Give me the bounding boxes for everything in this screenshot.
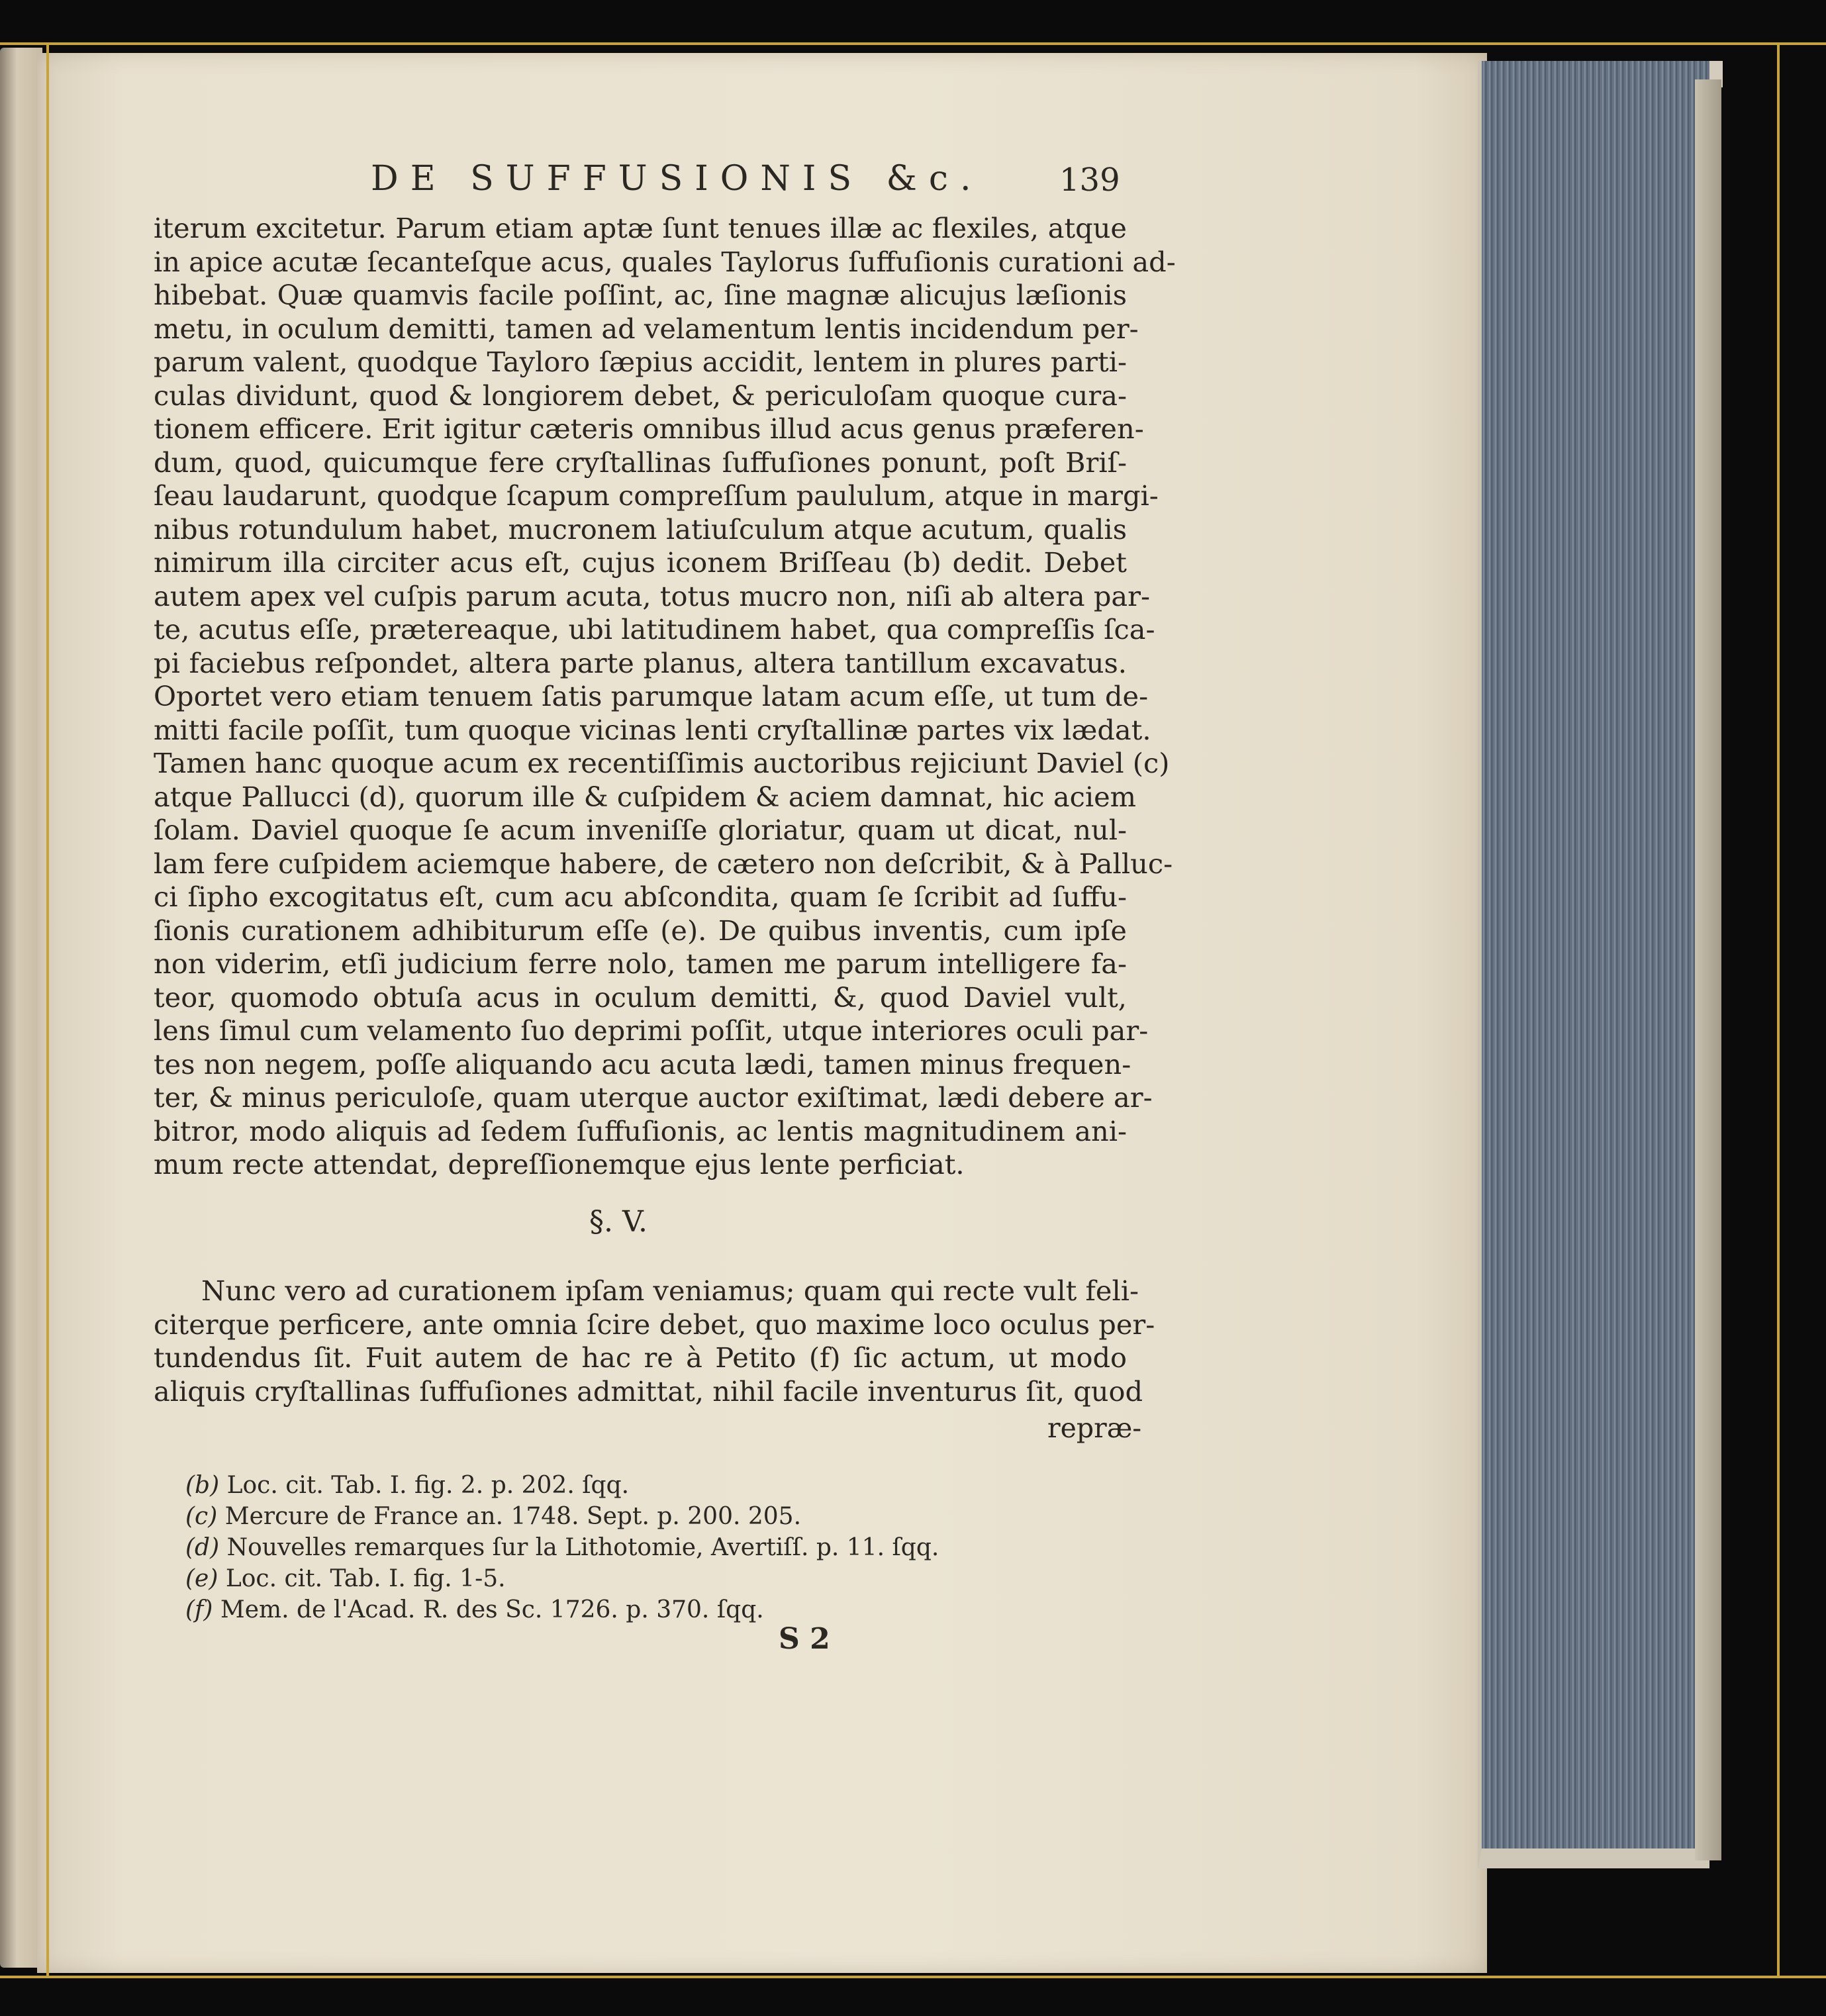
page-block-edge (1478, 61, 1709, 1868)
frame-bottom-line (0, 1976, 1826, 1978)
footnote-mark: (e) (185, 1565, 218, 1592)
text-line: metu, in oculum demitti, tamen ad velamentum lentis incidendum per- (154, 312, 1139, 345)
footnote (185, 1501, 1046, 1532)
text-line: mum recte attendat, depreſſionemque ejus lente perficiat. (154, 1148, 965, 1180)
text-line: teor, quomodo obtuſa acus in oculum demitti, &, quod Daviel vult, (154, 981, 1127, 1014)
text-line: mitti facile poſſit, tum quoque vicinas lenti cryſtallinæ partes vix lædat. (154, 713, 1151, 746)
text-line: tes non negem, poſſe aliquando acu acuta lædi, tamen minus frequen- (154, 1047, 1131, 1080)
footnote-text: Mercure de France an. 1748. Sept. p. 200. 205. (217, 1503, 802, 1530)
catchword: repræ- (1047, 1412, 1142, 1444)
text-line: ſeau laudarunt, quodque ſcapum compreſſum paululum, atque in margi- (154, 479, 1159, 512)
text-line: nibus rotundulum habet, mucronem latiuſculum atque acutum, qualis (154, 512, 1127, 546)
footnote (185, 1532, 1046, 1563)
footnote (185, 1563, 1046, 1594)
text-line: nimirum illa circiter acus eſt, cujus iconem Briſſeau (b) dedit. Debet (154, 546, 1127, 579)
frame-right-line (1777, 42, 1780, 1978)
text-line: ſolam. Daviel quoque ſe acum inveniſſe gloriatur, quam ut dicat, nul- (154, 814, 1127, 846)
frame-left-line (46, 42, 49, 1978)
text-line: Nunc vero ad curationem ipſam veniamus; quam qui recte vult feli- (201, 1274, 1139, 1307)
text-line: lens ſimul cum velamento ſuo deprimi poſſit, utque interiores oculi par- (154, 1014, 1149, 1047)
footnote-text: Loc. cit. Tab. I. fig. 1-5. (218, 1565, 506, 1592)
frame-top-line (0, 42, 1826, 45)
section-heading: §. V. (589, 1205, 648, 1239)
footnote-mark: (c) (185, 1503, 218, 1530)
body-text (154, 212, 1176, 1182)
text-line: lam fere cuſpidem aciemque habere, de cætero non deſcribit, & à Palluc- (154, 847, 1173, 880)
footnotes (185, 1470, 1046, 1625)
text-line: culas dividunt, quod & longiorem debet, & periculoſam quoque cura- (154, 379, 1127, 412)
text-line: non viderim, etſi judicium ferre nolo, tamen me parum intelligere fa- (154, 947, 1127, 980)
text-line: ci ſipho excogitatus eſt, cum acu abſcondita, quam ſe ſcribit ad ſuffu- (154, 881, 1127, 913)
text-line: ter, & minus periculoſe, quam uterque auctor exiſtimat, lædi debere ar- (154, 1081, 1153, 1114)
footnote-text: Loc. cit. Tab. I. fig. 2. p. 202. ſqq. (219, 1472, 630, 1499)
text-line: aliquis cryſtallinas ſuffuſiones admittat, nihil facile inventurus ſit, quod (154, 1374, 1143, 1408)
footnote-mark: (d) (185, 1534, 220, 1561)
footnote (185, 1470, 1046, 1501)
text-line: iterum excitetur. Parum etiam aptæ ſunt tenues illæ ac flexiles, atque (154, 212, 1127, 244)
footnote-mark: (f) (185, 1596, 213, 1623)
running-header: DE SUFFUSIONIS &c. (371, 159, 983, 199)
text-line: Tamen hanc quoque acum ex recentiſſimis auctoribus rejiciunt Daviel (c) (154, 747, 1170, 779)
footnote (185, 1594, 1046, 1625)
text-line: te, acutus eſſe, prætereaque, ubi latitudinem habet, qua compreſſis ſca- (154, 613, 1155, 646)
text-line: autem apex vel cuſpis parum acuta, totus mucro non, niſi ab altera par- (154, 579, 1151, 612)
page-block-side (1695, 79, 1721, 1860)
text-line: bitror, modo aliquis ad ſedem ſuffuſionis, ac lentis magnitudinem ani- (154, 1114, 1127, 1147)
text-line: Oportet vero etiam tenuem ſatis parumque latam acum eſſe, ut tum de- (154, 680, 1149, 712)
footnote-text: Nouvelles remarques ſur la Lithotomie, Avertiſſ. p. 11. ſqq. (219, 1534, 939, 1561)
text-line: ſionis curationem adhibiturum eſſe (e). De quibus inventis, cum ipſe (154, 914, 1127, 947)
page-number: 139 (1059, 162, 1120, 199)
section-text (154, 1274, 1155, 1408)
text-line: hibebat. Quæ quamvis facile poſſint, ac, ſine magnæ alicujus læſionis (154, 279, 1127, 311)
footnote-text: Mem. de l'Acad. R. des Sc. 1726. p. 370. ſqq. (213, 1596, 764, 1623)
footnote-mark: (b) (185, 1472, 220, 1499)
text-line: atque Pallucci (d), quorum ille & cuſpidem & aciem damnat, hic aciem (154, 780, 1137, 813)
text-line: tundendus ſit. Fuit autem de hac re à Petito (f) ſic actum, ut modo (154, 1341, 1127, 1374)
text-line: in apice acutæ ſecanteſque acus, quales Taylorus ſuffuſionis curationi ad- (154, 245, 1176, 278)
text-line: parum valent, quodque Tayloro ſæpius accidit, lentem in plures parti- (154, 346, 1127, 378)
text-line: dum, quod, quicumque fere cryſtallinas ſuffuſiones ponunt, poſt Briſ- (154, 446, 1127, 479)
text-line: tionem efficere. Erit igitur cæteris omnibus illud acus genus præferen- (154, 412, 1144, 445)
left-page-edge (0, 48, 42, 1968)
text-line: pi faciebus reſpondet, altera parte planus, altera tantillum excavatus. (154, 646, 1127, 679)
text-line: citerque perficere, ante omnia ſcire debet, quo maxime loco oculus per- (154, 1308, 1155, 1341)
signature-mark: S 2 (779, 1622, 830, 1656)
